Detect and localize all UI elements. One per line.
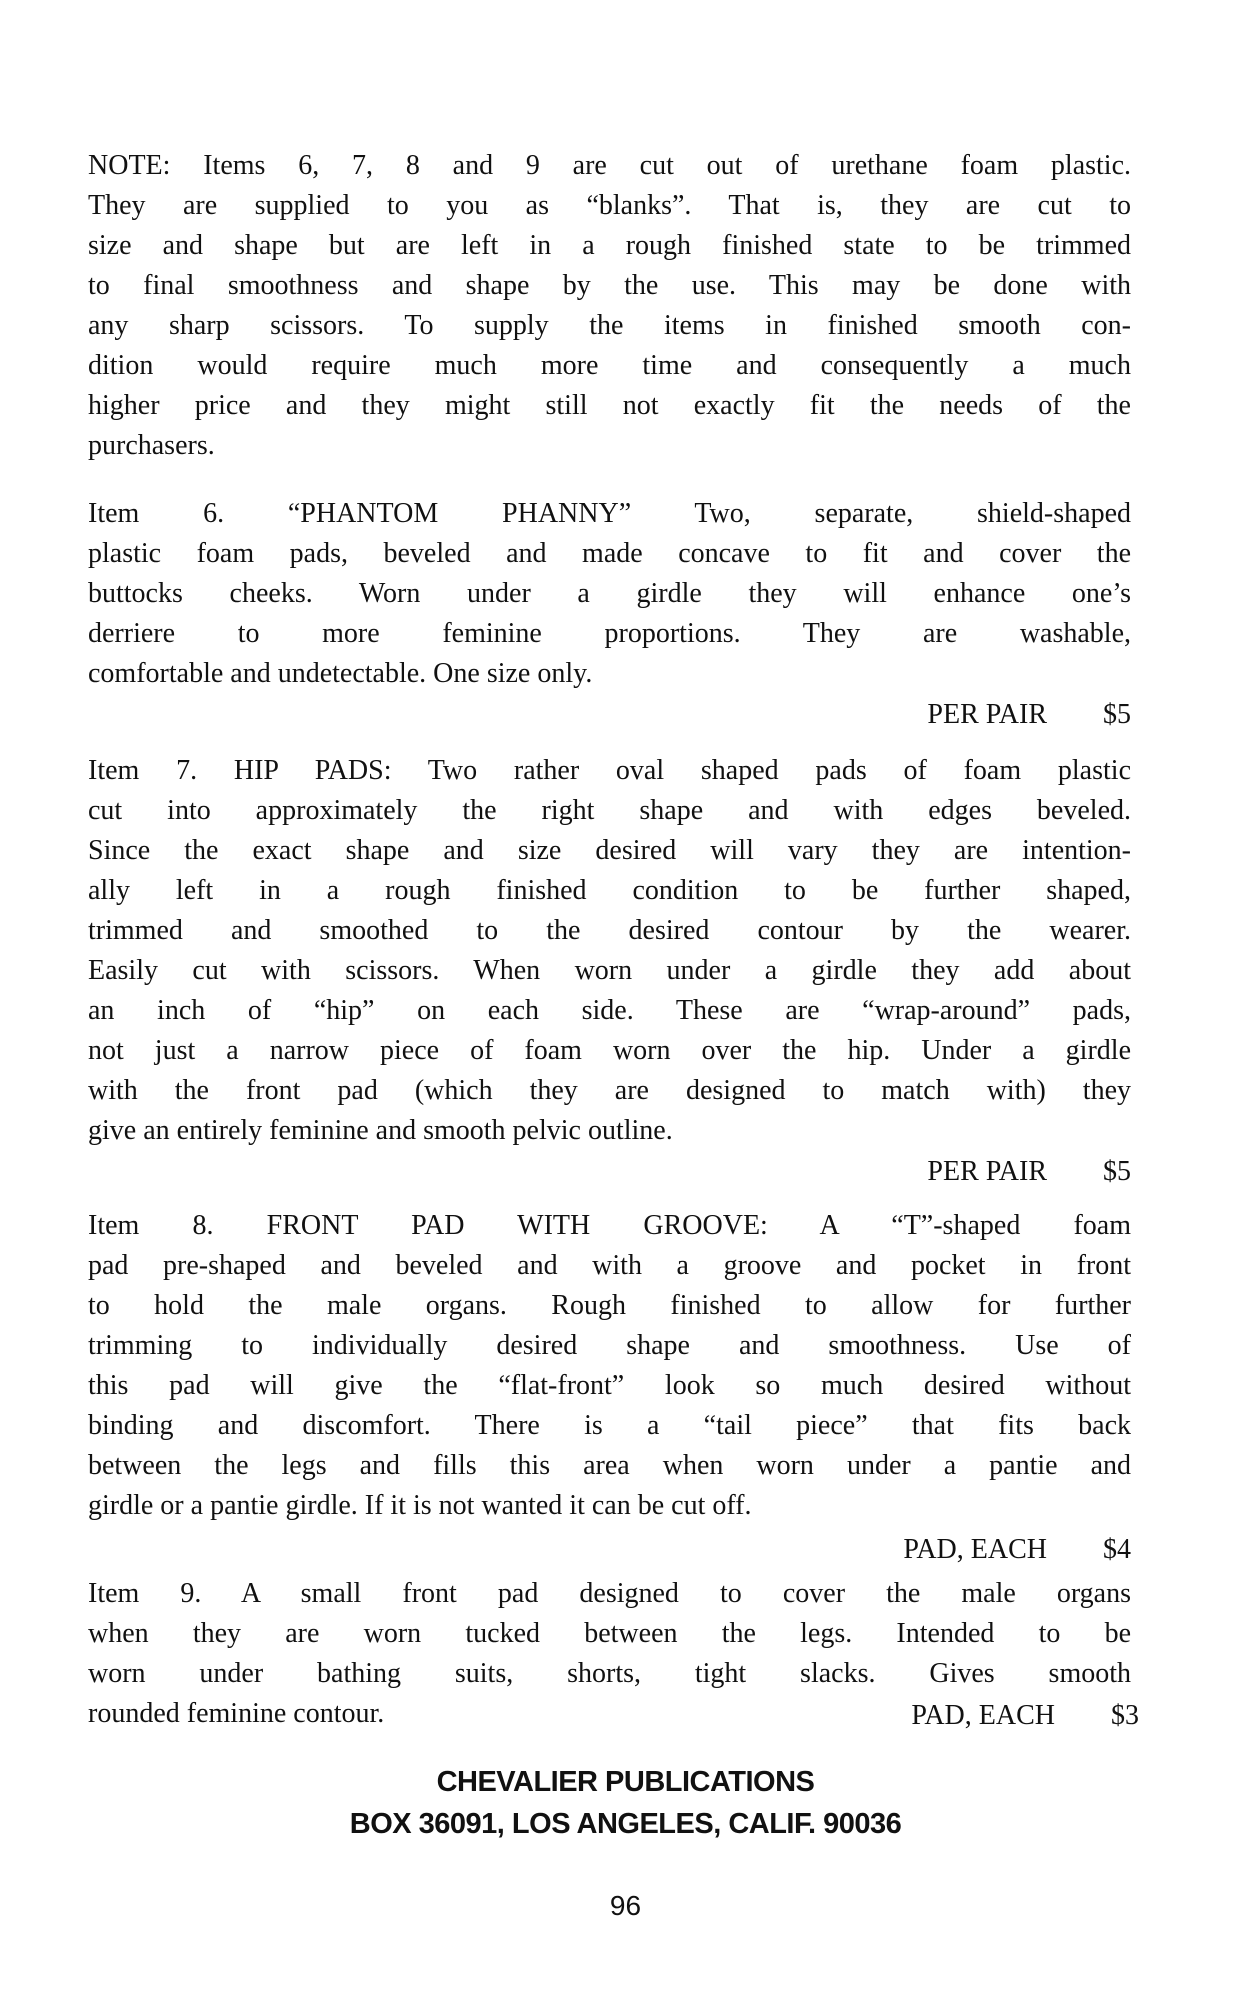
text-line: comfortable and undetectable. One size only. — [88, 658, 593, 689]
text-line: between the legs and fills this area when worn under a pantie and — [88, 1450, 1131, 1481]
text-line: Since the exact shape and size desired will vary they are intention- — [88, 835, 1131, 866]
text-line: Item 9. A small front pad designed to cover the male organs — [88, 1578, 1131, 1609]
text-line: Easily cut with scissors. When worn under a girdle they add about — [88, 955, 1131, 986]
price-label: PAD, EACH — [911, 1700, 1055, 1731]
text-line: plastic foam pads, beveled and made concave to fit and cover the — [88, 538, 1131, 569]
text-line: They are supplied to you as “blanks”. That is, they are cut to — [88, 190, 1131, 221]
text-line: NOTE: Items 6, 7, 8 and 9 are cut out of urethane foam plastic. — [88, 150, 1131, 181]
text-line: an inch of “hip” on each side. These are “wrap-around” pads, — [88, 995, 1131, 1026]
text-line: worn under bathing suits, shorts, tight slacks. Gives smooth — [88, 1658, 1131, 1689]
text-line: Item 6. “PHANTOM PHANNY” Two, separate, shield-shaped — [88, 498, 1131, 529]
text-line: any sharp scissors. To supply the items in finished smooth con- — [88, 310, 1131, 341]
publisher-address: BOX 36091, LOS ANGELES, CALIF. 90036 — [349, 1808, 902, 1840]
item-7-paragraph — [88, 751, 1131, 1151]
item-9-price — [911, 1696, 1139, 1736]
item-6-price — [927, 695, 1131, 735]
page-number: 96 — [609, 1890, 642, 1921]
price-label: PER PAIR — [927, 699, 1047, 730]
text-line: when they are worn tucked between the legs. Intended to be — [88, 1618, 1131, 1649]
price-label: PAD, EACH — [903, 1534, 1047, 1565]
text-line: to hold the male organs. Rough finished to allow for further — [88, 1290, 1131, 1321]
text-line: pad pre-shaped and beveled and with a groove and pocket in front — [88, 1250, 1131, 1281]
text-line: this pad will give the “flat-front” look so much desired without — [88, 1370, 1131, 1401]
text-line: trimmed and smoothed to the desired contour by the wearer. — [88, 915, 1131, 946]
price-value: $5 — [1103, 699, 1131, 730]
text-line: trimming to individually desired shape and smoothness. Use of — [88, 1330, 1131, 1361]
price-value: $3 — [1111, 1700, 1139, 1731]
text-line: give an entirely feminine and smooth pelvic outline. — [88, 1115, 673, 1146]
text-line: to final smoothness and shape by the use. This may be done with — [88, 270, 1131, 301]
item-8-paragraph — [88, 1206, 1131, 1526]
text-line: purchasers. — [88, 430, 215, 461]
text-line: rounded feminine contour. — [88, 1698, 385, 1729]
text-line: dition would require much more time and consequently a much — [88, 350, 1131, 381]
item-7-price — [927, 1152, 1131, 1192]
text-line: Item 8. FRONT PAD WITH GROOVE: A “T”-shaped foam — [88, 1210, 1131, 1241]
text-line: with the front pad (which they are designed to match with) they — [88, 1075, 1131, 1106]
price-value: $5 — [1103, 1156, 1131, 1187]
text-line: buttocks cheeks. Worn under a girdle they will enhance one’s — [88, 578, 1131, 609]
text-line: not just a narrow piece of foam worn over the hip. Under a girdle — [88, 1035, 1131, 1066]
text-line: Item 7. HIP PADS: Two rather oval shaped pads of foam plastic — [88, 755, 1131, 786]
text-line: higher price and they might still not exactly fit the needs of the — [88, 390, 1131, 421]
text-line: derriere to more feminine proportions. They are washable, — [88, 618, 1131, 649]
note-paragraph — [88, 146, 1131, 466]
publisher-name: CHEVALIER PUBLICATIONS — [436, 1766, 815, 1798]
price-value: $4 — [1103, 1534, 1131, 1565]
text-line: cut into approximately the right shape and with edges beveled. — [88, 795, 1131, 826]
text-line: ally left in a rough finished condition to be further shaped, — [88, 875, 1131, 906]
text-line: girdle or a pantie girdle. If it is not wanted it can be cut off. — [88, 1490, 752, 1521]
item-6-paragraph — [88, 494, 1131, 694]
text-line: size and shape but are left in a rough finished state to be trimmed — [88, 230, 1131, 261]
text-line: binding and discomfort. There is a “tail piece” that fits back — [88, 1410, 1131, 1441]
item-8-price — [903, 1530, 1131, 1570]
price-label: PER PAIR — [927, 1156, 1047, 1187]
